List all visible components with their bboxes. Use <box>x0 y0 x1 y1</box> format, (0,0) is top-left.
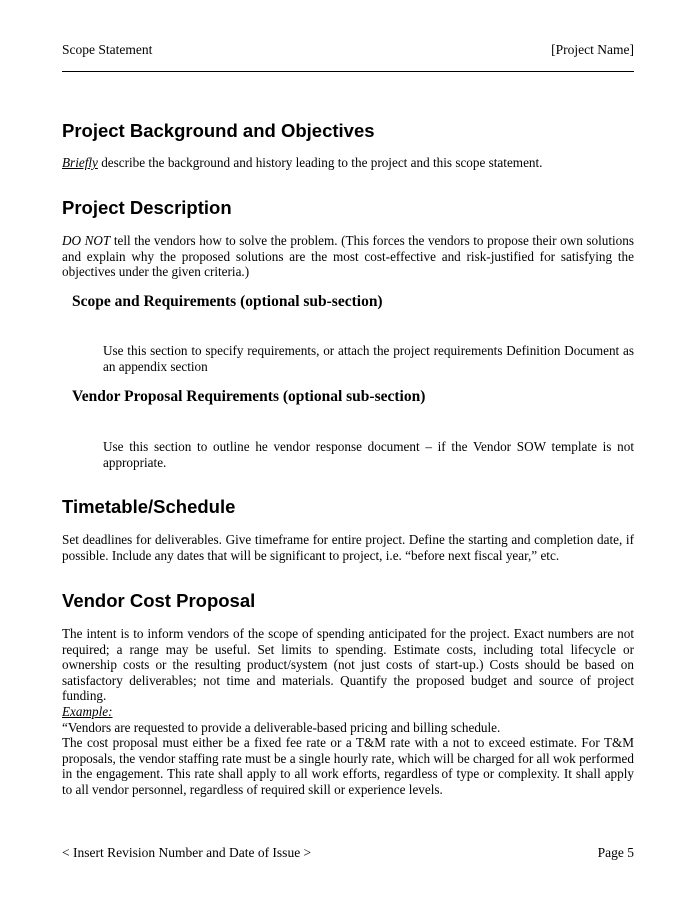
heading-cost-proposal: Vendor Cost Proposal <box>62 590 256 611</box>
example-first-line: “Vendors are requested to provide a deliverable-based pricing and billing schedule. <box>62 719 501 735</box>
header-project-name: [Project Name] <box>551 42 634 57</box>
description-emphasis: DO NOT <box>62 233 111 248</box>
heading-background: Project Background and Objectives <box>62 120 375 141</box>
background-paragraph <box>62 155 634 171</box>
scope-requirements-text: Use this section to specify requirements, or attach the project requirements Definition Document as an appendix section <box>103 343 634 374</box>
page-footer <box>62 845 634 861</box>
heading-vendor-requirements: Vendor Proposal Requirements (optional sub-section) <box>72 388 426 405</box>
vendor-requirements-text: Use this section to outline he vendor response document – if the Vendor SOW template is not appropriate. <box>103 439 634 470</box>
background-text: describe the background and history leading to the project and this scope statement. <box>97 155 543 170</box>
footer-revision: < Insert Revision Number and Date of Issue > <box>62 845 312 860</box>
heading-timetable: Timetable/Schedule <box>62 496 236 517</box>
header-doc-title: Scope Statement <box>62 42 153 57</box>
header-rule <box>62 71 634 72</box>
background-emphasis: Briefly <box>62 155 98 170</box>
cost-proposal-text: The intent is to inform vendors of the scope of spending anticipated for the project. Exact numbers are not required; a range may be useful. Set limits to spending. Estimate costs, including total lifecycle or ownership costs or the resulting product/system (not just costs of start-up.) Costs should be based on satisfactory deliverables; not time and materials. Quantify the proposed budget and source of project funding. <box>62 626 634 704</box>
heading-scope-requirements: Scope and Requirements (optional sub-section) <box>72 293 383 310</box>
example-text: The cost proposal must either be a fixed fee rate or a T&M rate with a not to exceed estimate. For T&M proposals, the vendor staffing rate must be a single hourly rate, which will be charged for all wok performed in the engagement. This rate shall apply to all work efforts, regardless of type or complexity. It shall apply to all vendor personnel, regardless of required skill or experience levels. <box>62 735 634 797</box>
description-paragraph <box>62 233 634 280</box>
description-text: tell the vendors how to solve the problem. (This forces the vendors to propose their own solutions and explain why the proposed solutions are the most cost-effective and risk-justified for satisfying the objectives under the given criteria.) <box>62 233 634 280</box>
timetable-text: Set deadlines for deliverables. Give timeframe for entire project. Define the starting and completion date, if possible. Include any dates that will be significant to project, i.e. “before next fiscal year,” etc. <box>62 532 634 563</box>
cost-proposal-body <box>62 626 634 798</box>
example-label: Example: <box>62 703 113 719</box>
footer-page-number: Page 5 <box>597 845 634 860</box>
page-header <box>62 42 634 58</box>
heading-description: Project Description <box>62 197 232 218</box>
